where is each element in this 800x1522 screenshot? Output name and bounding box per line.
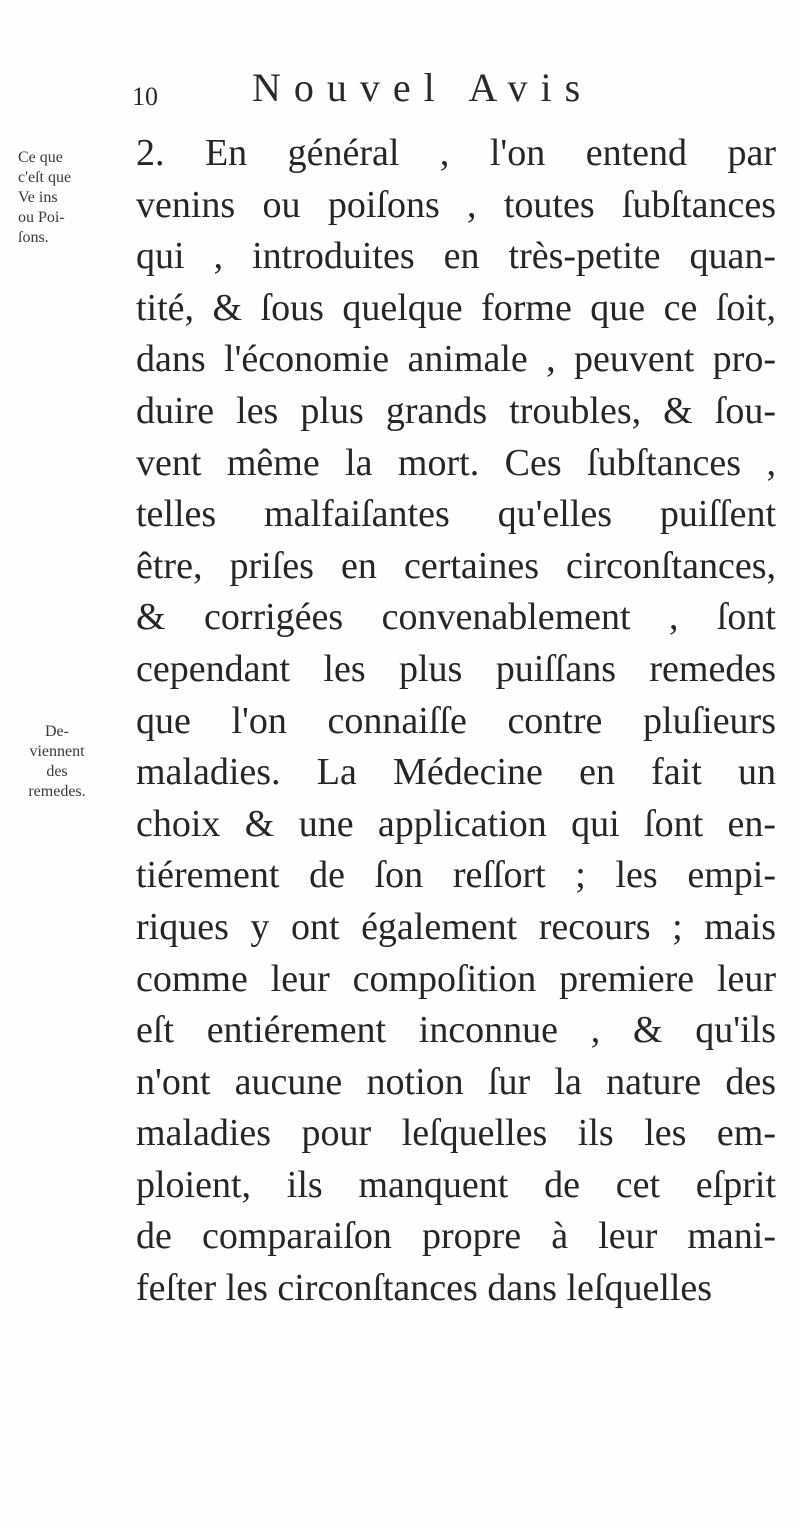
margin-note-line: viennent: [29, 743, 85, 760]
margin-note-venins: [18, 148, 96, 248]
text-line: que l'on connaiſſe contre pluſieurs: [136, 699, 776, 742]
text-line: tité, & ſous quelque forme que ce ſoit,: [136, 286, 776, 329]
text-line: dans l'économie animale , peuvent pro-: [136, 338, 776, 381]
text-line: de comparaiſon propre à leur mani-: [136, 1215, 776, 1258]
text-line: venins ou poiſons , toutes ſubſtances: [136, 183, 776, 226]
text-line: eſt entiérement inconnue , & qu'ils: [136, 1009, 776, 1052]
body-paragraph: [136, 128, 776, 1315]
running-title: Nouvel Avis: [252, 65, 594, 110]
text-line: cependant les plus puiſſans remedes: [136, 647, 776, 690]
text-line: feſter les circonſtances dans leſquelles: [136, 1267, 713, 1310]
text-line: maladies. La Médecine en fait un: [136, 751, 776, 794]
margin-note-line: c'eſt que: [18, 169, 72, 186]
page-number: 10: [132, 82, 158, 111]
margin-note-line: remedes.: [28, 783, 86, 800]
margin-note-line: Ve ins: [18, 189, 58, 206]
margin-note-line: ſons.: [18, 229, 49, 246]
margin-note-remedes: [18, 722, 96, 802]
text-line: choix & une application qui ſont en-: [136, 802, 776, 845]
text-line: & corrigées convenablement , ſont: [136, 596, 776, 639]
text-line: être, priſes en certaines circonſtances,: [136, 544, 776, 587]
text-line: riques y ont également recours ; mais: [136, 905, 776, 948]
text-line: 2. En général , l'on entend par: [136, 132, 776, 174]
text-line: maladies pour leſquelles ils les em-: [136, 1112, 776, 1155]
margin-note-line: des: [46, 763, 68, 780]
text-line: telles malfaiſantes qu'elles puiſſent: [136, 493, 776, 536]
margin-note-line: Ce que: [18, 149, 63, 166]
text-line: n'ont aucune notion ſur la nature des: [136, 1060, 776, 1103]
text-line: duire les plus grands troubles, & ſou-: [136, 389, 776, 432]
text-line: comme leur compoſition premiere leur: [136, 957, 776, 1000]
text-line: tiérement de ſon reſſort ; les empi-: [136, 854, 776, 897]
margin-note-line: De-: [45, 723, 69, 740]
text-line: ploient, ils manquent de cet eſprit: [136, 1163, 776, 1206]
page-header: [124, 64, 644, 114]
text-line: vent même la mort. Ces ſubſtances ,: [136, 441, 776, 484]
text-line: qui , introduites en très-petite quan-: [136, 235, 776, 278]
margin-note-line: ou Poi-: [18, 209, 65, 226]
